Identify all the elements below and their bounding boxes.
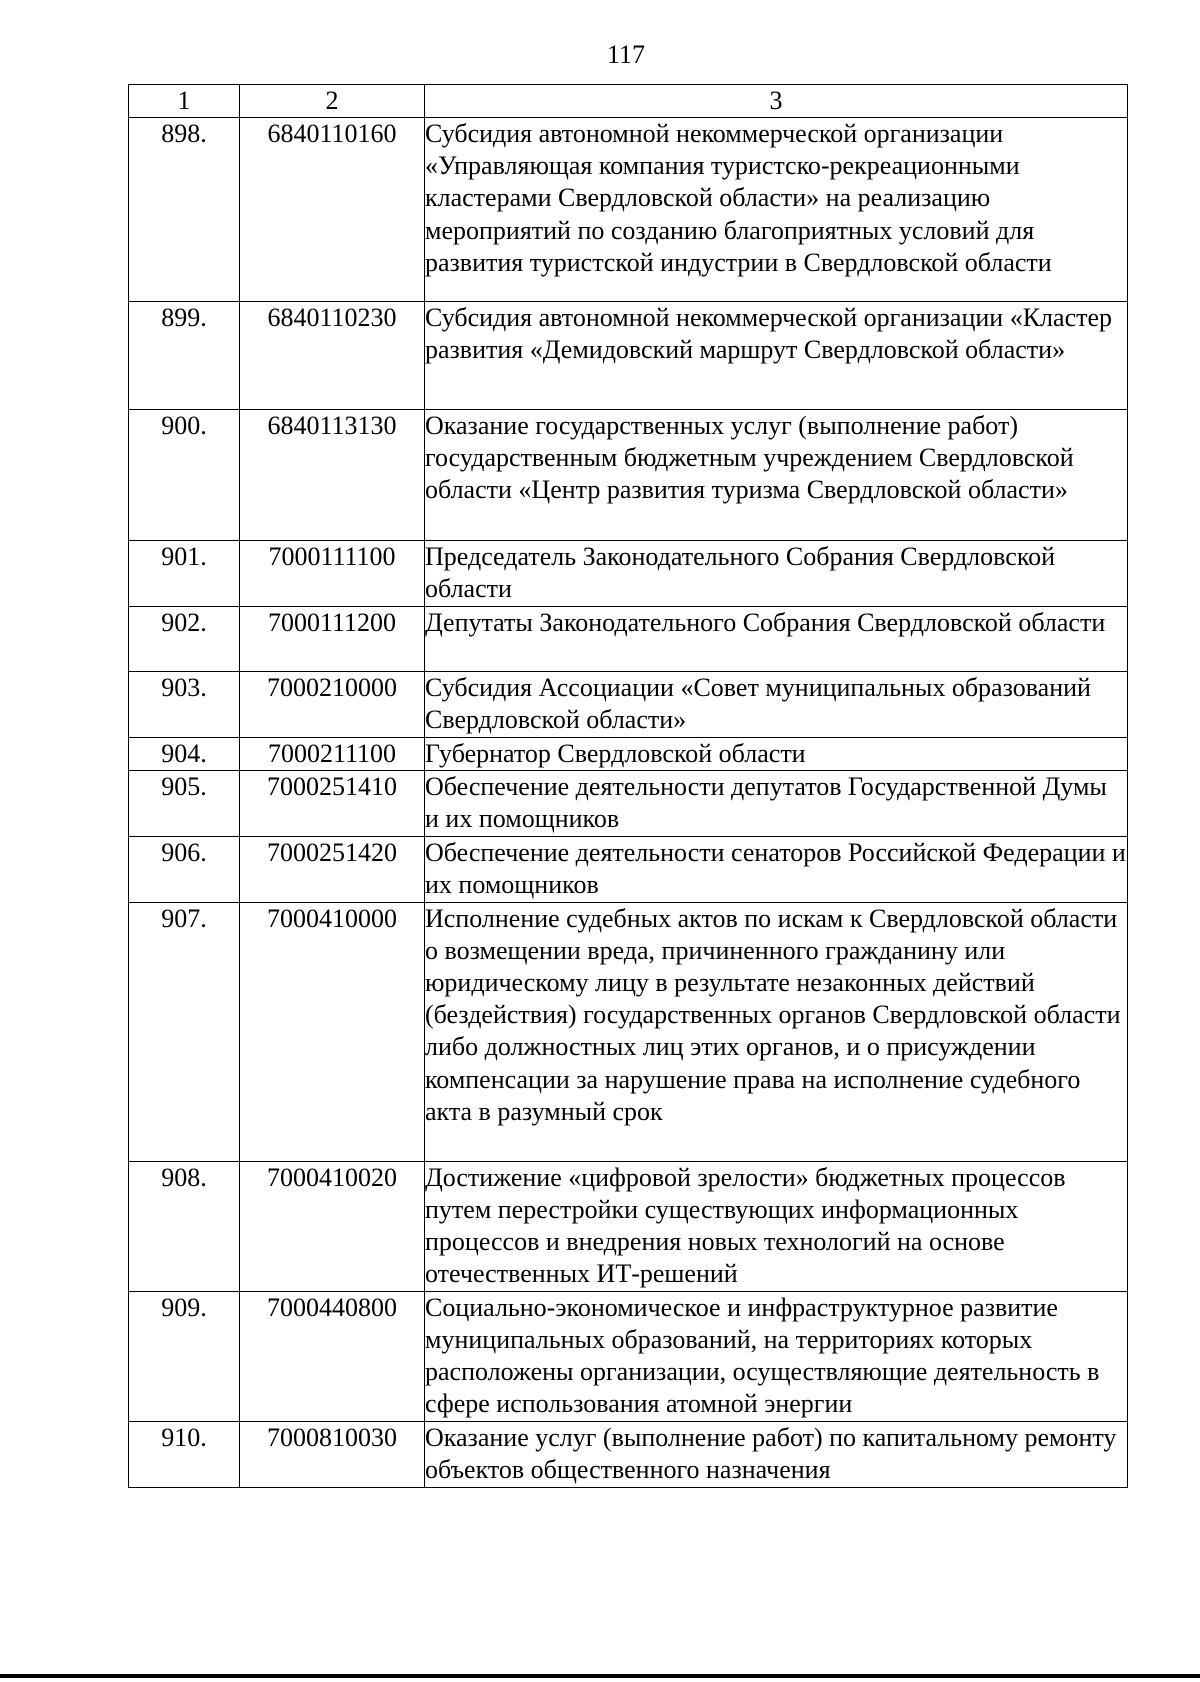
- page-number: 117: [606, 40, 646, 69]
- row-number: 905.: [129, 771, 240, 836]
- item-description: Обеспечение деятельности сенаторов Российской Федерации и их помощников: [425, 836, 1128, 902]
- table-row: [129, 118, 1128, 302]
- table-row: [129, 607, 1128, 672]
- row-number: 903.: [129, 672, 240, 738]
- item-description: Оказание услуг (выполнение работ) по капитальному ремонту объектов общественного назначения: [425, 1421, 1128, 1487]
- table-row: [129, 672, 1128, 738]
- table-row: [129, 410, 1128, 541]
- table-row: [129, 302, 1128, 410]
- row-number: 900.: [129, 410, 240, 541]
- item-description: Субсидия Ассоциации «Совет муниципальных образований Свердловской области»: [425, 672, 1128, 738]
- target-code: 6840110230: [240, 302, 425, 410]
- row-number: 908.: [129, 1161, 240, 1291]
- item-description: Исполнение судебных актов по искам к Свердловской области о возмещении вреда, причиненного гражданину или юридическому лицу в результате незаконных действий (бездействия) государственных органов Свердловской области либо должностных лиц этих органов, и о присуждении компенсации за нарушение права на исполнение судебного акта в разумный срок: [425, 902, 1128, 1161]
- item-description: Субсидия автономной некоммерческой организации «Управляющая компания туристско-рекреационными кластерами Свердловской области» на реализацию мероприятий по созданию благоприятных условий для развития туристской индустрии в Свердловской области: [425, 118, 1128, 302]
- row-number: 907.: [129, 902, 240, 1161]
- table-row: [129, 902, 1128, 1161]
- table-row: [129, 1161, 1128, 1291]
- item-description: Губернатор Свердловской области: [425, 738, 1128, 771]
- target-code: 7000251420: [240, 836, 425, 902]
- budget-classification-table: [128, 84, 1128, 1488]
- column-header-1: 1: [129, 85, 240, 118]
- item-description: Оказание государственных услуг (выполнение работ) государственным бюджетным учреждением Свердловской области «Центр развития туризма Свердловской области»: [425, 410, 1128, 541]
- row-number: 902.: [129, 607, 240, 672]
- target-code: 7000210000: [240, 672, 425, 738]
- target-code: 7000810030: [240, 1421, 425, 1487]
- target-code: 7000111200: [240, 607, 425, 672]
- table-row: [129, 836, 1128, 902]
- row-number: 910.: [129, 1421, 240, 1487]
- table-row: [129, 738, 1128, 771]
- table-row: [129, 1291, 1128, 1421]
- table-row: [129, 1421, 1128, 1487]
- row-number: 909.: [129, 1291, 240, 1421]
- target-code: 6840113130: [240, 410, 425, 541]
- target-code: 6840110160: [240, 118, 425, 302]
- target-code: 7000211100: [240, 738, 425, 771]
- row-number: 898.: [129, 118, 240, 302]
- item-description: Субсидия автономной некоммерческой организации «Кластер развития «Демидовский маршрут Свердловской области»: [425, 302, 1128, 410]
- target-code: 7000440800: [240, 1291, 425, 1421]
- item-description: Достижение «цифровой зрелости» бюджетных процессов путем перестройки существующих информационных процессов и внедрения новых технологий на основе отечественных ИТ-решений: [425, 1161, 1128, 1291]
- row-number: 901.: [129, 541, 240, 607]
- column-header-3: 3: [425, 85, 1128, 118]
- item-description: Председатель Законодательного Собрания Свердловской области: [425, 541, 1128, 607]
- row-number: 904.: [129, 738, 240, 771]
- target-code: 7000410020: [240, 1161, 425, 1291]
- column-header-2: 2: [240, 85, 425, 118]
- item-description: Депутаты Законодательного Собрания Свердловской области: [425, 607, 1128, 672]
- row-number: 906.: [129, 836, 240, 902]
- item-description: Обеспечение деятельности депутатов Государственной Думы и их помощников: [425, 771, 1128, 836]
- table-row: [129, 771, 1128, 836]
- target-code: 7000111100: [240, 541, 425, 607]
- target-code: 7000251410: [240, 771, 425, 836]
- header-row: [129, 85, 1128, 118]
- target-code: 7000410000: [240, 902, 425, 1161]
- item-description: Социально-экономическое и инфраструктурное развитие муниципальных образований, на территориях которых расположены организации, осуществляющие деятельность в сфере использования атомной энергии: [425, 1291, 1128, 1421]
- table-row: [129, 541, 1128, 607]
- row-number: 899.: [129, 302, 240, 410]
- page-bottom-border: [0, 1674, 1200, 1678]
